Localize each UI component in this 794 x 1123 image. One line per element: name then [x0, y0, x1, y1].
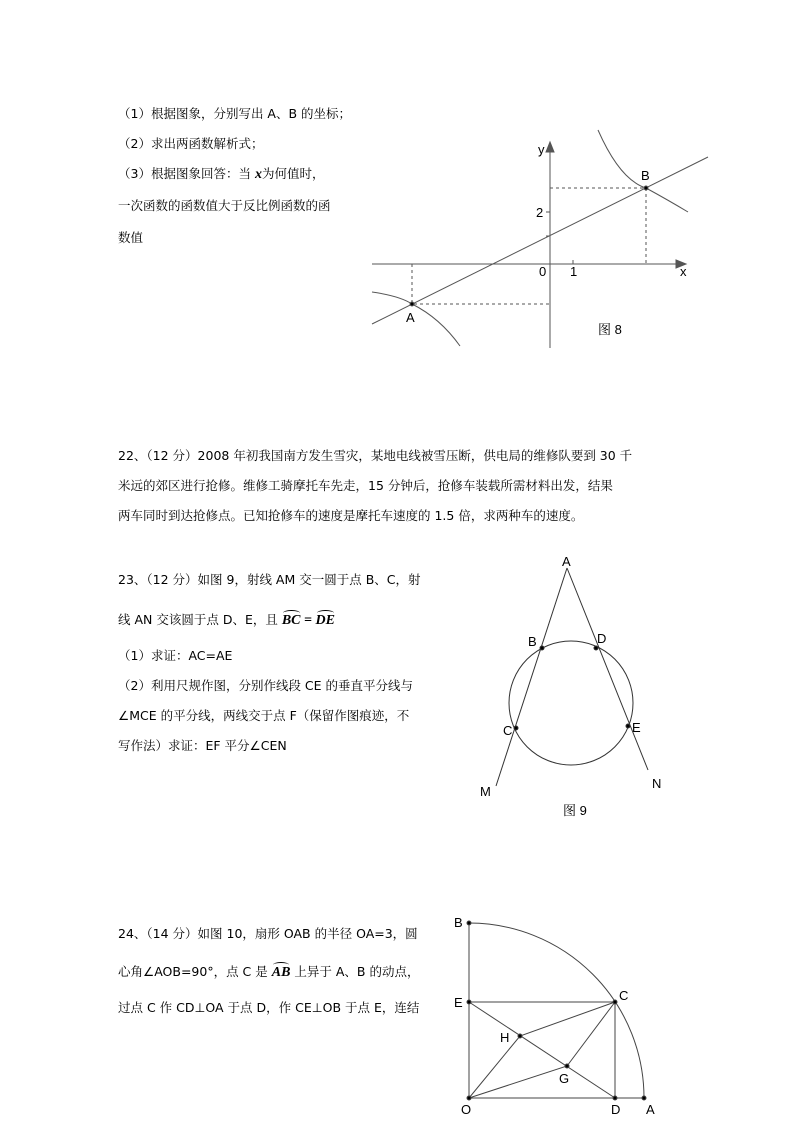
q23-line: 23、（12 分）如图 9，射线 AM 交一圆于点 B、C，射 [118, 572, 421, 587]
figure-9-caption: 图 9 [563, 803, 587, 818]
q23-part2: 写作法）求证：EF 平分∠CEN [118, 738, 287, 753]
label-e: E [454, 995, 463, 1010]
variable-x: x [254, 167, 262, 182]
point-a-label: A [406, 310, 415, 325]
hyperbola-lower [372, 292, 460, 346]
y-label: y [538, 142, 545, 157]
label-c: C [619, 988, 629, 1003]
q21-part3-end: 数值 [118, 230, 144, 245]
q23-part2: （2）利用尺规作图，分别作线段 CE 的垂直平分线与 [118, 678, 414, 693]
linear-function-line [372, 157, 708, 324]
text: 心角∠AOB=90°，点 C 是 [118, 964, 272, 979]
tick-1: 1 [570, 264, 578, 279]
tick-2: 2 [536, 205, 544, 220]
label-o: O [461, 1102, 472, 1117]
label-g: G [559, 1071, 570, 1086]
text: （3）根据图象回答：当 [118, 166, 255, 181]
q23-part1: （1）求证：AC=AE [118, 648, 233, 663]
arc-bc: BC [281, 613, 301, 628]
q21-part1: （1）根据图象，分别写出 A、B 的坐标； [118, 106, 352, 121]
text: 上异于 A、B 的动点， [290, 964, 420, 979]
q23-part2: ∠MCE 的平分线，两线交于点 F（保留作图痕迹，不 [118, 708, 410, 723]
label-a: A [562, 554, 571, 569]
figure-8 [372, 130, 708, 348]
figure-8-caption: 图 8 [598, 322, 622, 337]
label-h: H [500, 1030, 510, 1045]
point-b-label: B [641, 168, 650, 183]
arc-ab: AB [271, 965, 291, 980]
text: 线 AN 交该圆于点 D、E，且 [118, 612, 282, 627]
figure-10 [467, 921, 646, 1100]
equals: = [300, 613, 316, 628]
origin-label: 0 [539, 264, 547, 279]
q24-line: 过点 C 作 CD⊥OA 于点 D，作 CE⊥OB 于点 E，连结 [118, 1000, 420, 1015]
label-e: E [632, 720, 641, 735]
label-m: M [480, 784, 491, 799]
text: 为何值时， [261, 166, 325, 181]
label-d: D [611, 1102, 621, 1117]
figure-9 [496, 568, 648, 786]
q22-line: 两车同时到达抢修点。已知抢修车的速度是摩托车速度的 1.5 倍，求两种车的速度。 [118, 508, 584, 523]
q22-line: 22、（12 分）2008 年初我国南方发生雪灾，某地电线被雪压断，供电局的维修队要到 30 千 [118, 448, 633, 463]
label-b: B [454, 915, 463, 930]
x-label: x [680, 264, 687, 279]
label-d: D [597, 631, 607, 646]
q21-part3-cont: 一次函数的函数值大于反比例函数的函 [118, 198, 331, 213]
label-a: A [646, 1102, 655, 1117]
label-b: B [528, 634, 537, 649]
label-c: C [503, 723, 513, 738]
label-n: N [652, 776, 662, 791]
y-arrow-icon [546, 142, 554, 152]
arc-de: DE [315, 613, 335, 628]
q21-part2: （2）求出两函数解析式； [118, 136, 264, 151]
q24-line: 24、（14 分）如图 10，扇形 OAB 的半径 OA=3，圆 [118, 926, 418, 941]
q22-line: 米远的郊区进行抢修。维修工骑摩托车先走，15 分钟后，抢修车装载所需材料出发，结果 [118, 478, 613, 493]
